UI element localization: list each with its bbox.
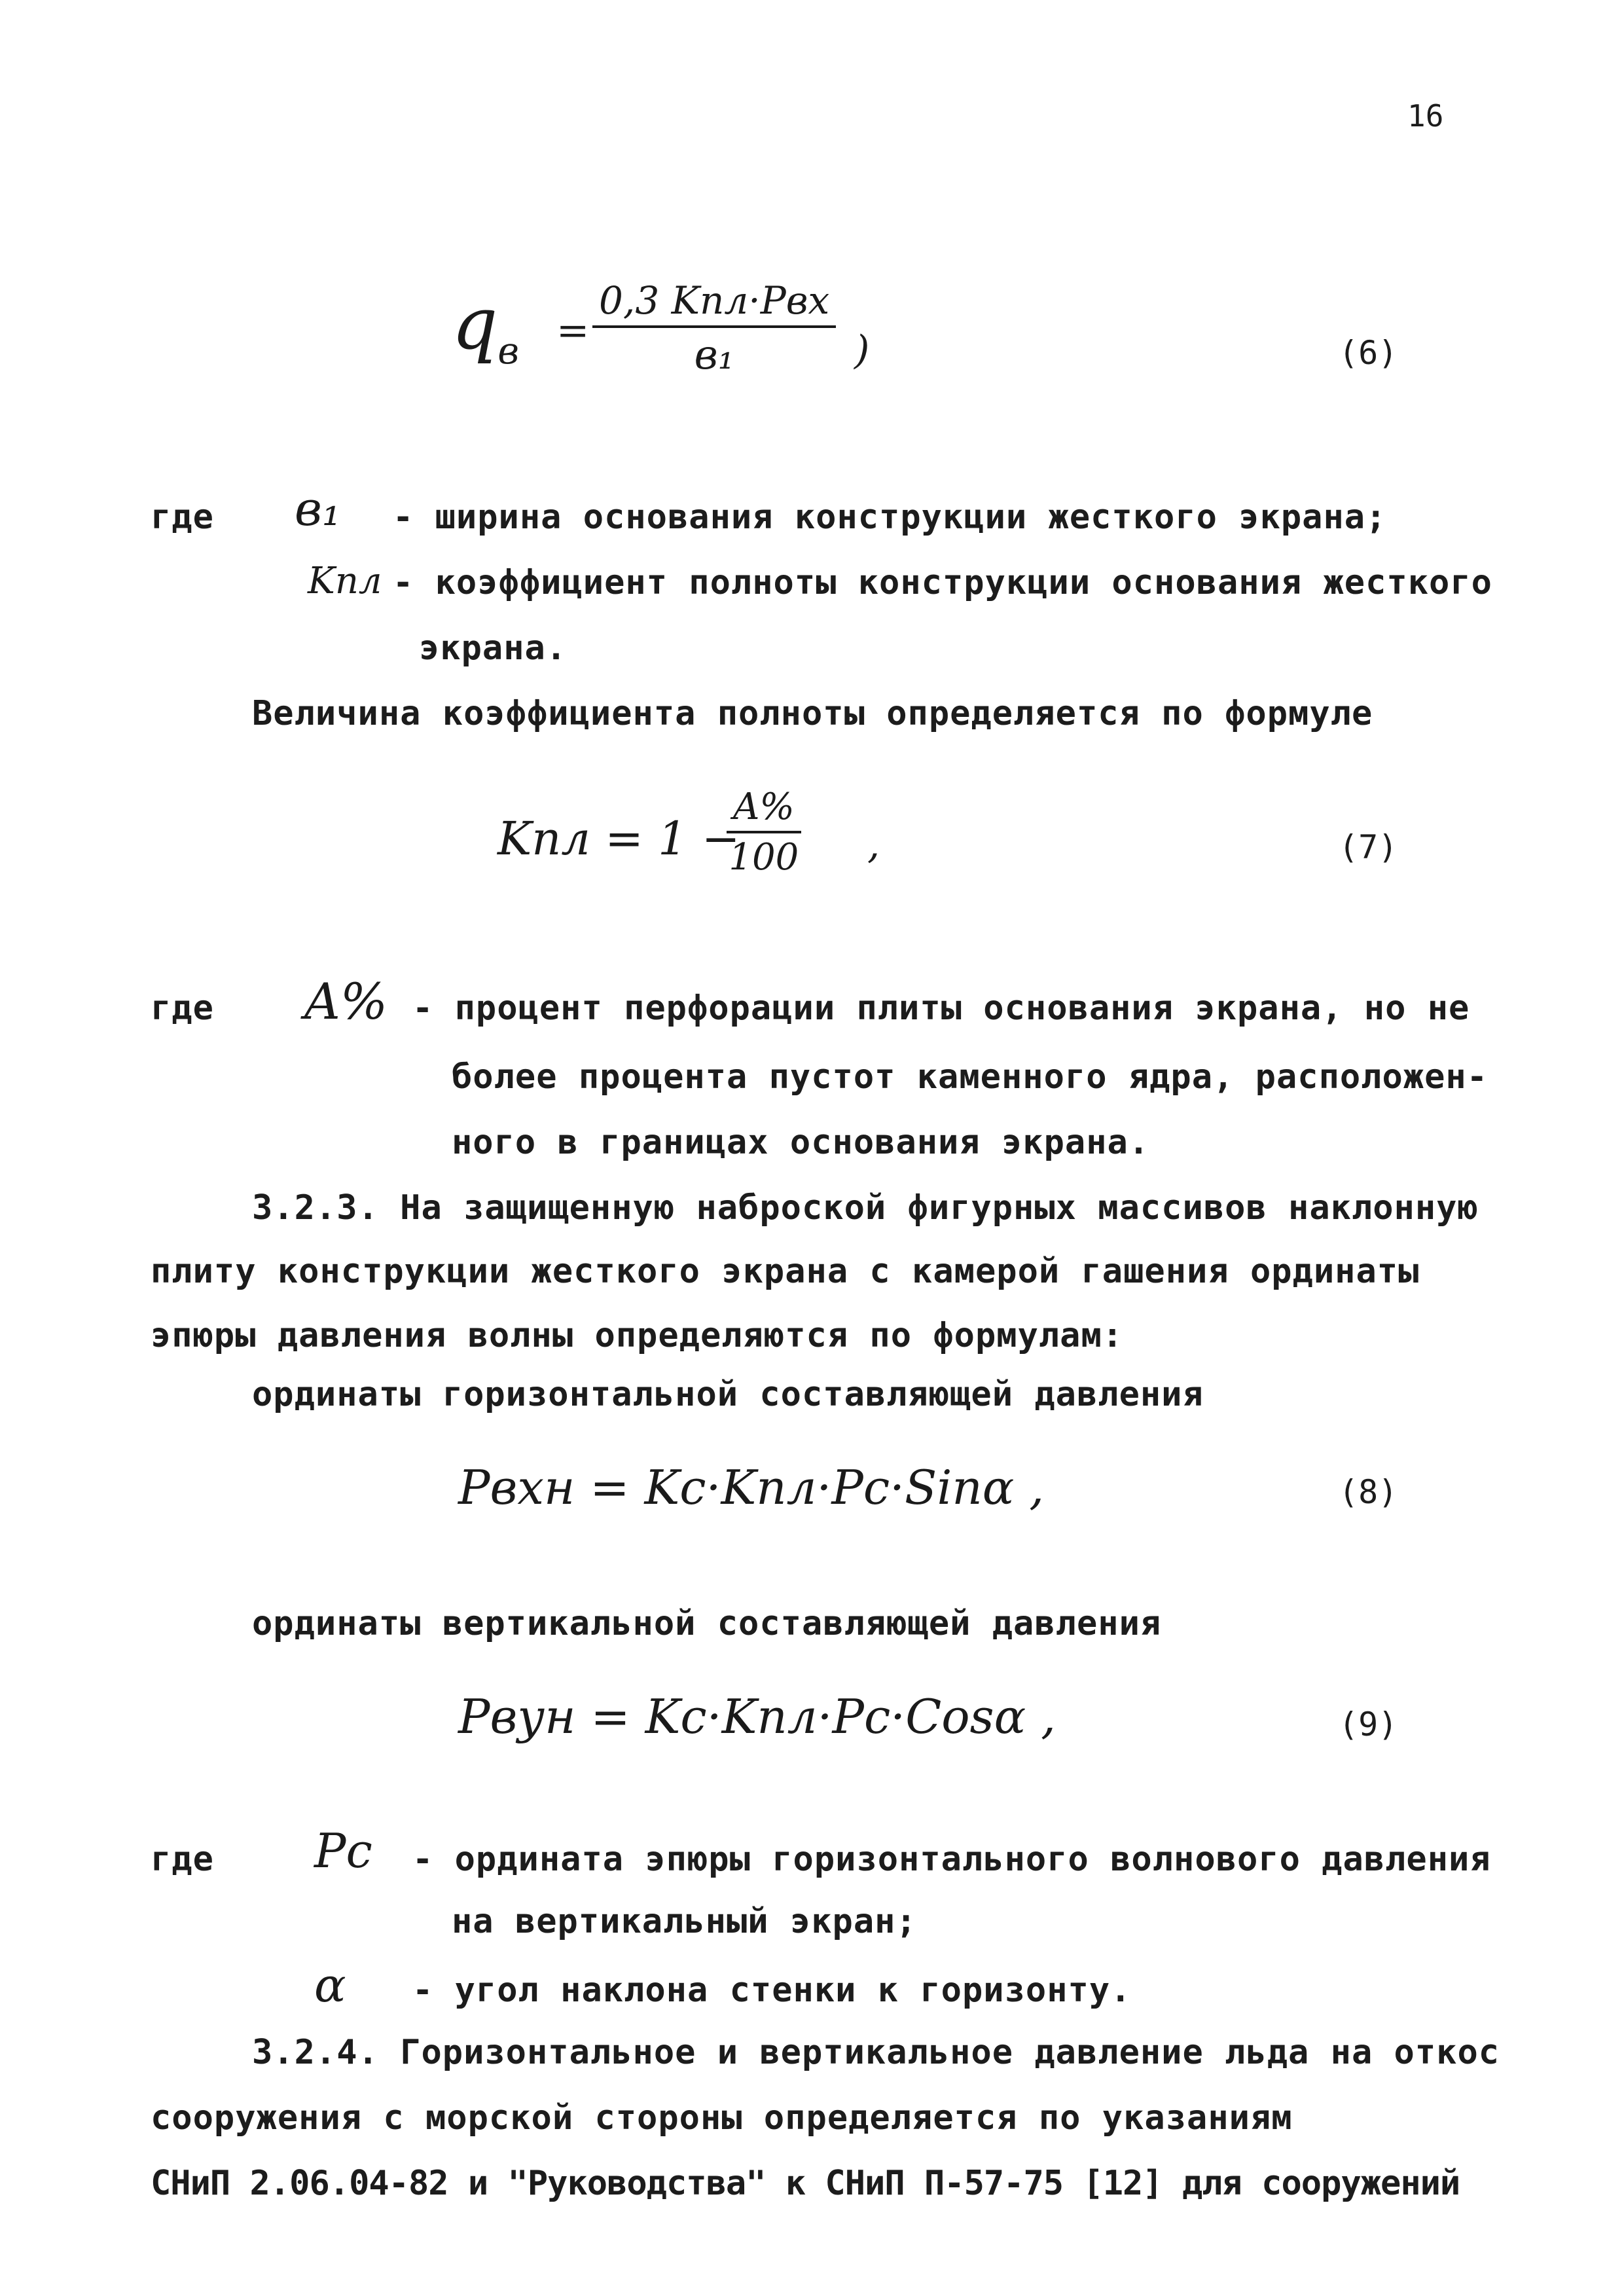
where-label-3: где xyxy=(151,1840,214,1879)
formula-6-trail: ) xyxy=(854,327,870,373)
formula-7-lhs: Kпл = 1 − xyxy=(497,812,740,866)
formula-8: Pвхн = Kc·Kпл·Pc·Sinα , xyxy=(458,1460,1045,1515)
formula-6-numerator: 0,3 Kпл·Pвх xyxy=(592,278,836,328)
where-label-1: где xyxy=(151,498,214,537)
para-323-line1: 3.2.3. На защищенную наброской фигурных массивов наклонную xyxy=(252,1188,1479,1228)
paragraph-vertical: ординаты вертикальной составляющей давления xyxy=(252,1604,1162,1643)
formula-8-number: (8) xyxy=(1339,1473,1398,1511)
formula-6-fraction xyxy=(592,278,836,378)
symbol-a-percent: A% xyxy=(304,972,388,1030)
formula-7-number: (7) xyxy=(1339,828,1398,866)
page-number: 16 xyxy=(1407,98,1444,134)
formula-6-eq: = xyxy=(556,308,590,354)
para-324-line2: сооружения с морской стороны определяется по указаниям xyxy=(151,2098,1293,2138)
where-label-2: где xyxy=(151,989,214,1028)
def-kpl-text: - коэффициент полноты конструкции основания жесткого xyxy=(393,563,1492,602)
formula-7-numerator: A% xyxy=(727,786,801,833)
def-alpha-text: - угол наклона стенки к горизонту. xyxy=(412,1971,1132,2010)
def-a-line2: более процента пустот каменного ядра, расположен- xyxy=(452,1057,1489,1097)
para-323-line4: ординаты горизонтальной составляющей давления xyxy=(252,1375,1204,1414)
def-b1-text: - ширина основания конструкции жесткого экрана; xyxy=(393,498,1387,537)
symbol-b1: в₁ xyxy=(295,481,341,536)
formula-6-lhs: $q_в$ xyxy=(452,282,520,373)
formula-6-number: (6) xyxy=(1339,334,1398,372)
def-pc-line1: - ордината эпюры горизонтального волнового давления xyxy=(412,1840,1491,1879)
symbol-pc: Pc xyxy=(314,1823,372,1878)
formula-7-trail: , xyxy=(867,822,880,867)
symbol-kpl: Kпл xyxy=(308,560,382,602)
def-a-line1: - процент перфорации плиты основания экрана, но не xyxy=(412,989,1470,1028)
paragraph-coefficient: Величина коэффициента полноты определяется по формуле xyxy=(252,694,1373,733)
formula-7-fraction xyxy=(727,786,801,879)
para-323-line3: эпюры давления волны определяются по формулам: xyxy=(151,1316,1124,1355)
formula-9-number: (9) xyxy=(1339,1705,1398,1743)
para-324-line3: СНиП 2.06.04-82 и "Руководства" к СНиП П-57-75 [12] для сооружений xyxy=(151,2164,1460,2203)
para-324-line1: 3.2.4. Горизонтальное и вертикальное давление льда на откос xyxy=(252,2033,1500,2072)
formula-9: Pвун = Kc·Kпл·Pc·Cosα , xyxy=(458,1689,1056,1744)
para-323-line2: плиту конструкции жесткого экрана с камерой гашения ординаты xyxy=(151,1252,1420,1291)
def-kpl-cont: экрана. xyxy=(419,629,568,668)
def-pc-line2: на вертикальный экран; xyxy=(452,1902,917,1941)
def-a-line3: ного в границах основания экрана. xyxy=(452,1123,1150,1162)
formula-6-denominator: в₁ xyxy=(694,331,734,378)
formula-7-denominator: 100 xyxy=(729,836,799,879)
symbol-alpha: α xyxy=(314,1958,346,2013)
